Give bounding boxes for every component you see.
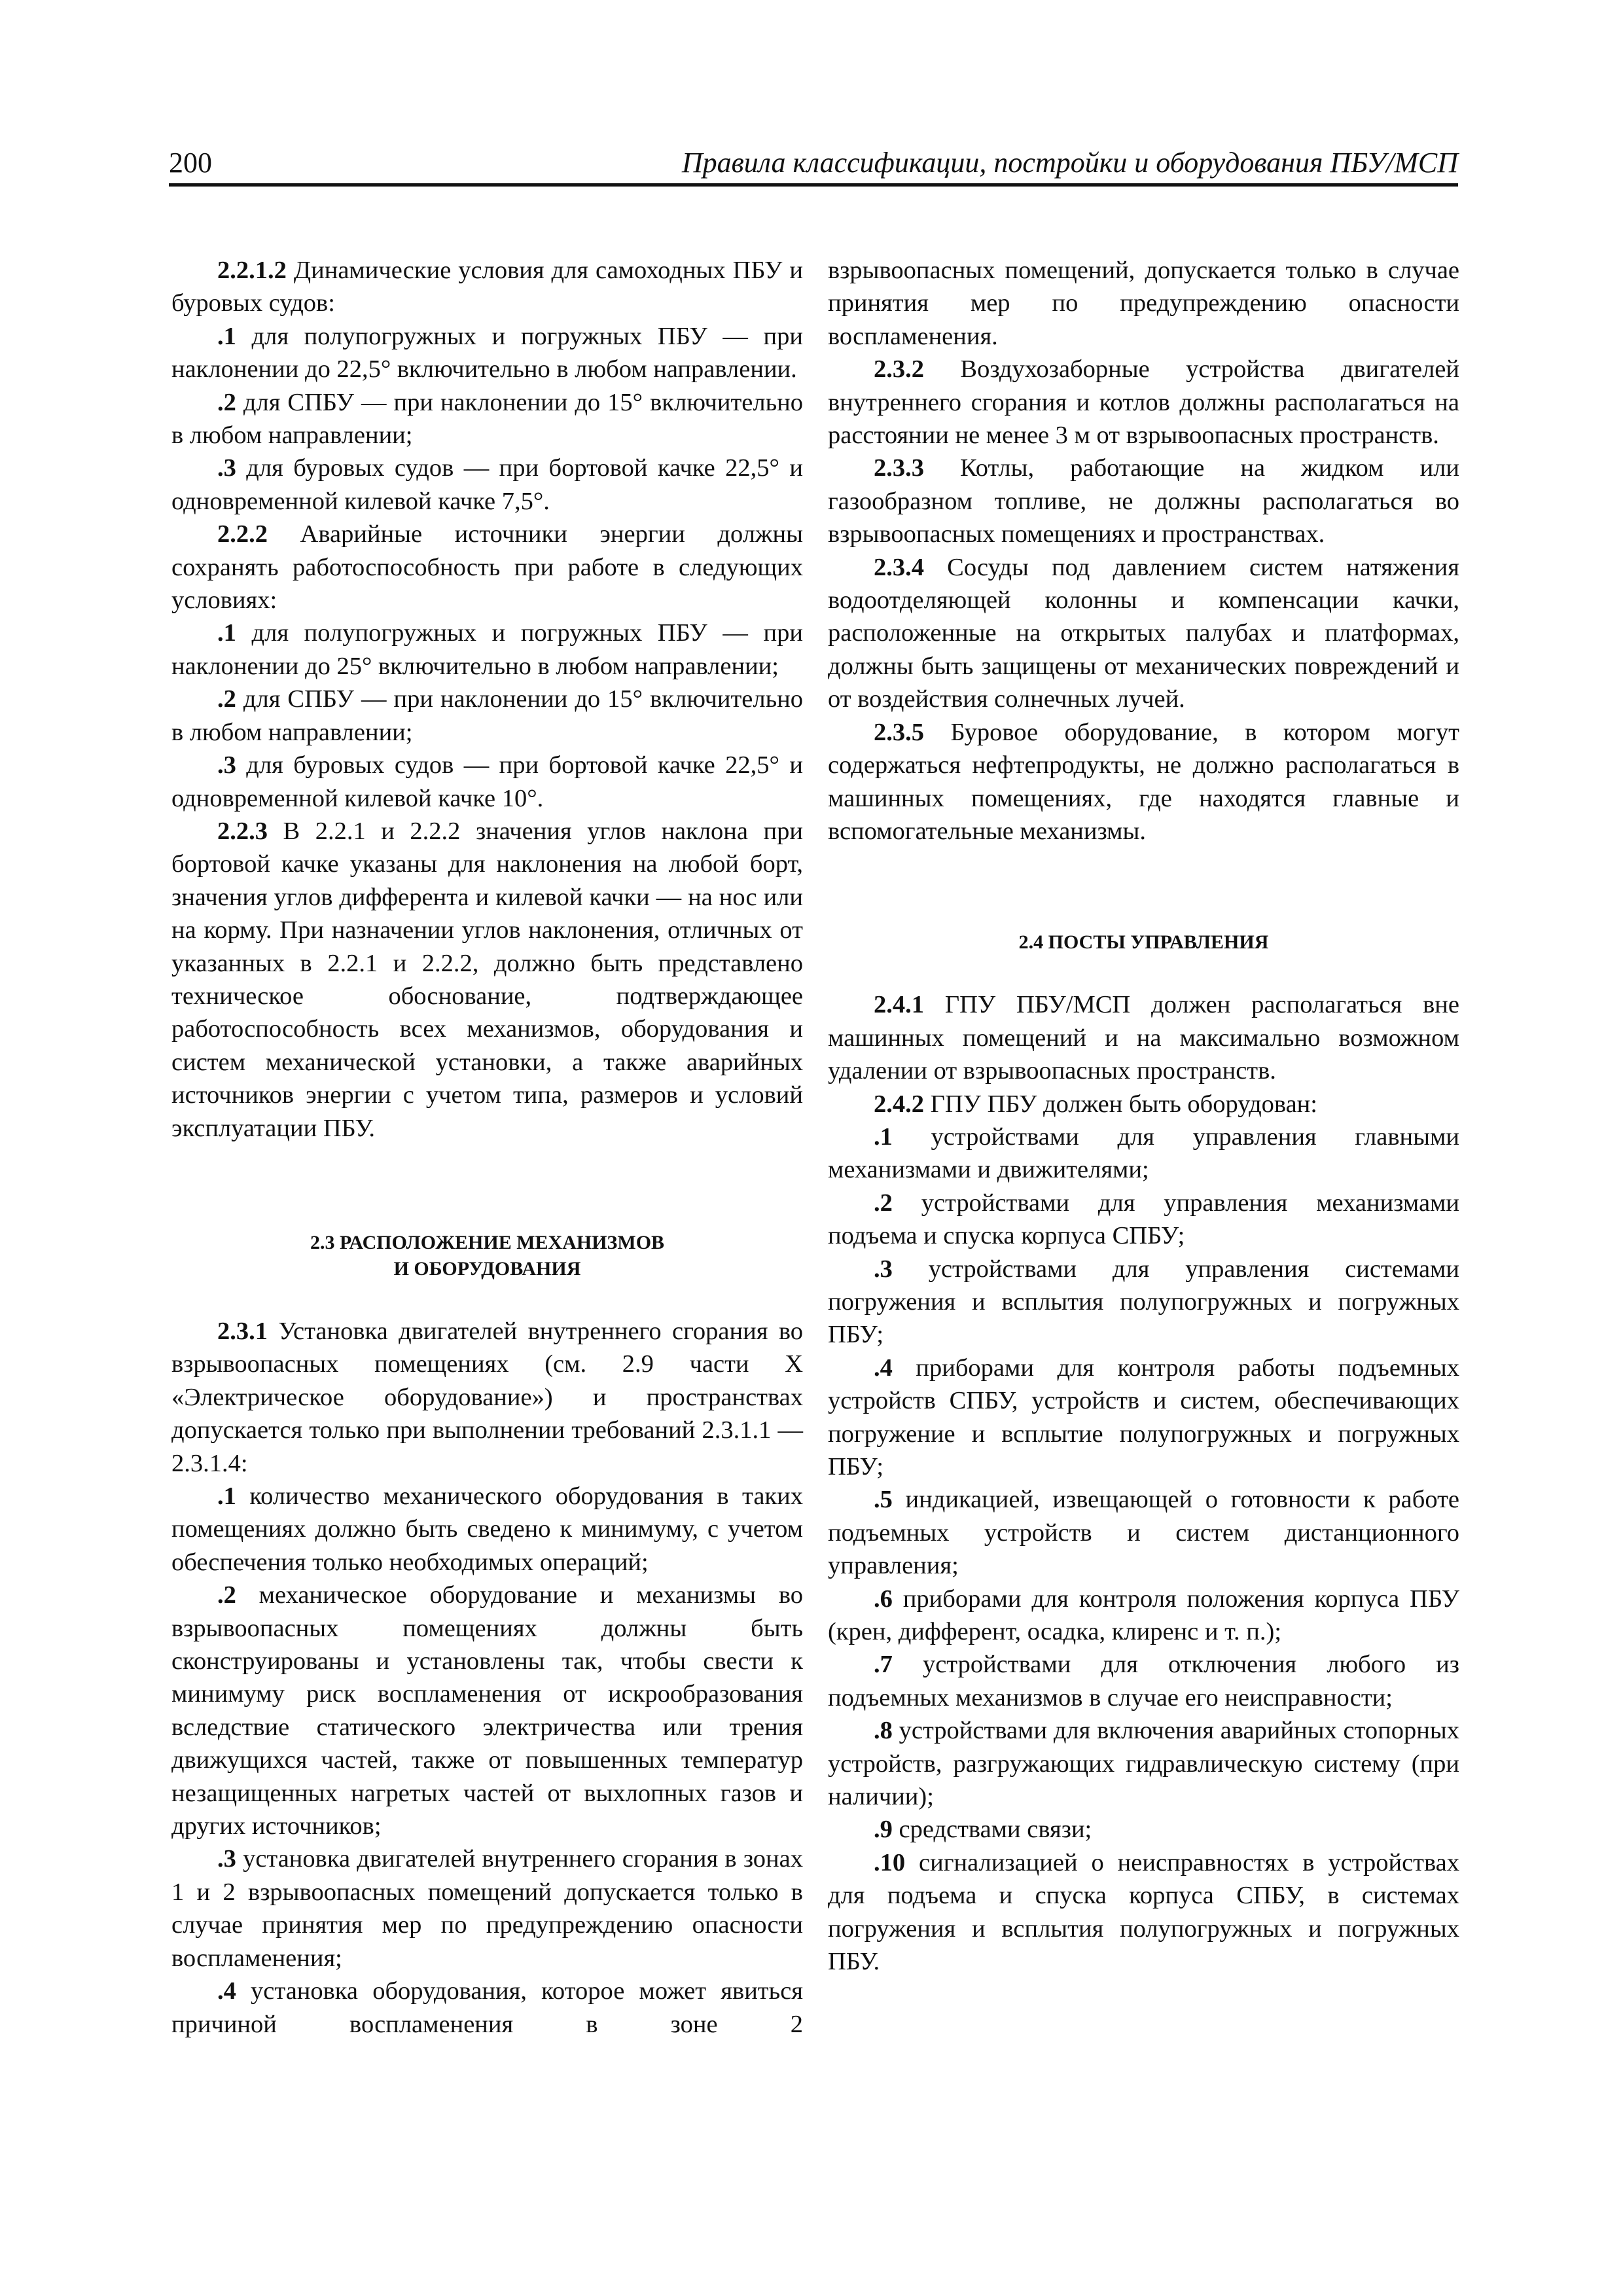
paragraph-2-3-3	[828, 452, 1459, 550]
clause-number: 2.3.5	[874, 718, 924, 746]
item-number: .3	[217, 1845, 236, 1873]
paragraph-2-4-2-item-8	[828, 1714, 1459, 1813]
clause-text: Аварийные источники энергии должны сохранять работоспособность при работе в следующих условиях:	[171, 520, 803, 615]
item-text: индикацией, извещающей о готовности к работе подъемных устройств и систем дистанционного управления;	[828, 1486, 1459, 1580]
paragraph-2-2-1-2-item-3	[171, 452, 803, 518]
paragraph-continuation: взрывоопасных помещений, допускается только в случае принятия мер по предупреждению опасности воспламенения.	[828, 257, 1459, 350]
paragraph-2-4-2-item-7	[828, 1648, 1459, 1714]
paragraph-2-2-2-item-1	[171, 617, 803, 683]
item-number: .4	[217, 1977, 236, 2005]
item-number: .1	[874, 1122, 893, 1151]
clause-number: 2.4.2	[874, 1090, 924, 1118]
paragraph-2-4-2-item-5	[828, 1483, 1459, 1582]
page-header	[169, 131, 1458, 187]
item-number: .3	[217, 454, 236, 482]
paragraph-2-2-2-item-3	[171, 749, 803, 815]
item-number: .7	[874, 1651, 893, 1679]
item-number: .5	[874, 1486, 893, 1514]
clause-text: Котлы, работающие на жидком или газообразном топливе, не должны располагаться во взрывоопасных помещениях и пространствах.	[828, 454, 1459, 548]
clause-text: Буровое оборудование, в котором могут содержаться нефтепродукты, не должно располагаться в машинных помещениях, где находятся главные и вспомогательные механизмы.	[828, 718, 1459, 845]
paragraph-2-4-2	[828, 1088, 1459, 1121]
clause-text: ГПУ ПБУ должен быть оборудован:	[924, 1090, 1317, 1118]
clause-text: ГПУ ПБУ/МСП должен располагаться вне машинных помещений и на максимально возможном удалении от взрывоопасных пространств.	[828, 991, 1459, 1085]
paragraph-2-4-2-item-9	[828, 1813, 1459, 1846]
item-number: .3	[217, 751, 236, 780]
item-text: средствами связи;	[892, 1816, 1092, 1844]
item-number: .10	[874, 1848, 906, 1876]
item-text: для СПБУ — при наклонении до 15° включительно в любом направлении;	[171, 388, 803, 450]
paragraph-2-4-2-item-10	[828, 1846, 1459, 1979]
item-text: для СПБУ — при наклонении до 15° включительно в любом направлении;	[171, 685, 803, 746]
paragraph-2-3-5	[828, 716, 1459, 848]
paragraph-2-4-2-item-1	[828, 1121, 1459, 1187]
item-text: для буровых судов — при бортовой качке 22,5° и одновременной килевой качке 7,5°.	[171, 454, 803, 515]
item-text: для буровых судов — при бортовой качке 22,5° и одновременной килевой качке 10°.	[171, 751, 803, 812]
item-number: .9	[874, 1816, 893, 1844]
paragraph-2-2-2-item-2	[171, 683, 803, 749]
section-heading-line: И ОБОРУДОВАНИЯ	[393, 1257, 581, 1280]
item-number: .3	[874, 1255, 893, 1283]
section-heading-2-4: 2.4 ПОСТЫ УПРАВЛЕНИЯ	[1018, 931, 1269, 954]
paragraph-2-3-1-item-4	[171, 1975, 803, 2041]
item-text: приборами для контроля положения корпуса ПБУ (крен, дифферент, осадка, клиренс и т. п.);	[828, 1585, 1459, 1646]
paragraph-2-4-2-item-2	[828, 1187, 1459, 1253]
item-text: устройствами для включения аварийных стопорных устройств, разгружающих гидравлическую систему (при наличии);	[828, 1717, 1459, 1811]
item-text: механическое оборудование и механизмы во взрывоопасных помещениях должны быть сконструированы и установлены так, чтобы свести к минимуму риск воспламенения от искрообразования вследствие статического электричества или трения движущихся частей, также от повышенных температур незащищенных нагретых частей от выхлопных газов и других источников;	[171, 1581, 803, 1840]
item-text: установка двигателей внутреннего сгорания в зонах 1 и 2 взрывоопасных помещений допускается только в случае принятия мер по предупреждению опасности воспламенения;	[171, 1845, 803, 1972]
clause-number: 2.2.1.2	[217, 257, 287, 284]
section-heading-2-3	[171, 1230, 803, 1282]
paragraph-2-3-1-item-1	[171, 1480, 803, 1579]
item-number: .1	[217, 619, 236, 647]
item-number: .1	[217, 322, 236, 350]
clause-text: Воздухозаборные устройства двигателей внутреннего сгорания и котлов должны располагаться на расстоянии не менее 3 м от взрывоопасных пространств.	[828, 355, 1459, 450]
paragraph-2-3-4	[828, 551, 1459, 716]
clause-number: 2.3.3	[874, 454, 924, 482]
paragraph-2-2-2	[171, 518, 803, 617]
running-title: Правила классификации, постройки и оборудования ПБУ/МСП	[681, 147, 1458, 179]
clause-number: 2.3.1	[217, 1317, 268, 1345]
paragraph-2-2-1-2	[171, 254, 803, 320]
paragraph-2-4-2-item-3	[828, 1253, 1459, 1352]
item-number: .2	[874, 1189, 893, 1217]
clause-text: Динамические условия для самоходных ПБУ и буровых судов:	[171, 257, 803, 317]
paragraph-2-3-2	[828, 353, 1459, 452]
clause-text: В 2.2.1 и 2.2.2 значения углов наклона при бортовой качке указаны для наклонения на любой борт, значения углов дифферента и килевой качки — на нос или на корму. При назначении углов наклонения, отличных от указанных в 2.2.1 и 2.2.2, должно быть представлено техническое обоснование, подтверждающее работоспособность всех механизмов, оборудования и систем механической установки, а также аварийных источников энергии с учетом типа, размеров и условий эксплуатации ПБУ.	[171, 817, 803, 1142]
item-text: для полупогружных и погружных ПБУ — при наклонении до 22,5° включительно в любом направлении.	[171, 322, 803, 384]
paragraph-2-3-1-item-2	[171, 1579, 803, 1842]
paragraph-2-4-1	[828, 988, 1459, 1087]
item-text: сигнализацией о неисправностях в устройствах для подъема и спуска корпуса СПБУ, в системах погружения и всплытия полупогружных и погружных ПБУ.	[828, 1848, 1459, 1976]
paragraph-2-2-1-2-item-2	[171, 386, 803, 452]
item-number: .6	[874, 1585, 893, 1613]
paragraph-2-4-2-item-6	[828, 1583, 1459, 1649]
item-text: приборами для контроля работы подъемных устройств СПБУ, устройств и систем, обеспечивающих погружение и всплытие полупогружных и погружных ПБУ;	[828, 1354, 1459, 1480]
clause-number: 2.3.2	[874, 355, 924, 384]
paragraph-2-2-3	[171, 815, 803, 1145]
item-text: устройствами для управления механизмами подъема и спуска корпуса СПБУ;	[828, 1189, 1459, 1250]
item-number: .2	[217, 1581, 236, 1609]
item-text: количество механического оборудования в таких помещениях должно быть сведено к минимуму, с учетом обеспечения только необходимых операций;	[171, 1482, 803, 1576]
item-text: устройствами для управления главными механизмами и движителями;	[828, 1122, 1459, 1184]
clause-number: 2.2.2	[217, 520, 268, 548]
clause-text: Установка двигателей внутреннего сгорания во взрывоопасных помещениях (см. 2.9 части X «Электрическое оборудование») и пространствах допускается только при выполнении требований 2.3.1.1 — 2.3.1.4:	[171, 1317, 803, 1477]
item-text: устройствами для отключения любого из подъемных механизмов в случае его неисправности;	[828, 1651, 1459, 1712]
left-column	[171, 254, 803, 2041]
item-number: .2	[217, 685, 236, 713]
item-number: .4	[874, 1354, 893, 1382]
item-text: для полупогружных и погружных ПБУ — при наклонении до 25° включительно в любом направлении;	[171, 619, 803, 680]
item-text: установка оборудования, которое может явиться причиной воспламенения в зоне 2	[171, 1977, 803, 2038]
clause-number: 2.3.4	[874, 553, 924, 581]
paragraph-2-3-1-item-3	[171, 1842, 803, 1975]
item-number: .2	[217, 388, 236, 416]
paragraph-2-4-2-item-4	[828, 1352, 1459, 1484]
right-column	[828, 254, 1459, 1979]
item-number: .1	[217, 1482, 236, 1510]
clause-text: Сосуды под давлением систем натяжения водоотделяющей колонны и компенсации качки, расположенные на открытых палубах и платформах, должны быть защищены от механических повреждений и от воздействия солнечных лучей.	[828, 553, 1459, 713]
page-number: 200	[169, 147, 212, 179]
clause-number: 2.4.1	[874, 991, 924, 1019]
item-number: .8	[874, 1717, 893, 1745]
clause-number: 2.2.3	[217, 817, 268, 845]
section-heading-line: 2.3 РАСПОЛОЖЕНИЕ МЕХАНИЗМОВ	[310, 1231, 665, 1253]
paragraph-2-3-1	[171, 1315, 803, 1480]
item-text: устройствами для управления системами погружения и всплытия полупогружных и погружных ПБУ;	[828, 1255, 1459, 1349]
paragraph-2-2-1-2-item-1	[171, 320, 803, 386]
